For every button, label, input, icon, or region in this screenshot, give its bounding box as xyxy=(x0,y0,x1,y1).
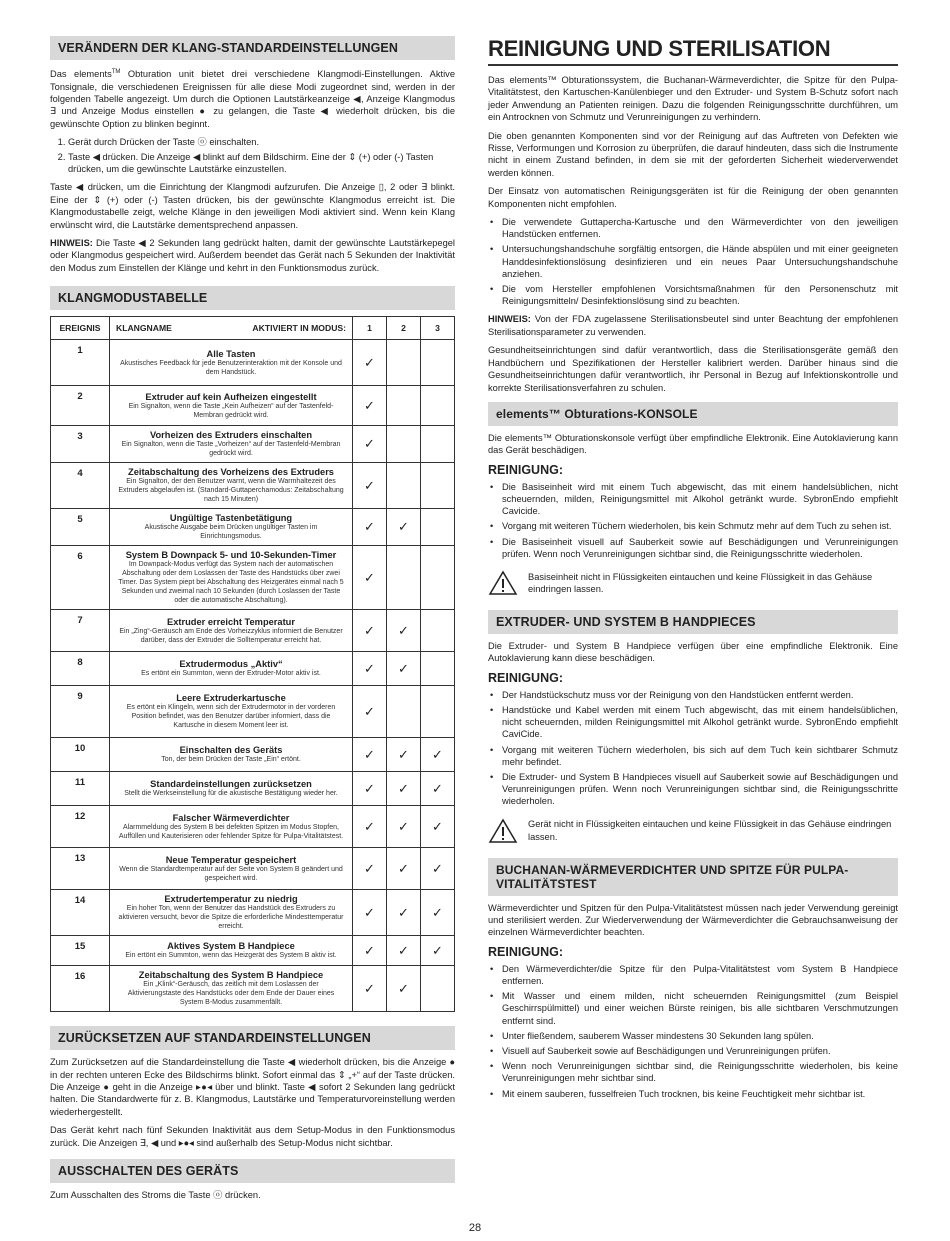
event-number: 11 xyxy=(51,772,110,806)
section-heading-table: KLANGMODUSTABELLE xyxy=(50,286,455,310)
left-column xyxy=(50,36,455,1207)
mode-2-cell xyxy=(387,652,421,686)
warning-icon xyxy=(488,818,518,844)
buchanan-subheading: REINIGUNG: xyxy=(488,944,563,959)
responsibility-paragraph: Gesundheitseinrichtungen sind dafür verantwortlich, dass die Sterilisationsgeräte gemäß den Handbüchern und Spezifikationen der Hersteller kalibriert werden. Darüber hinaus sind die Gesundheitseinrichtungen dafür verantwortlich, ihr Personal in Bezug auf Infektionskontrolle und korrekte Sterilisationsverfahren zu schulen. xyxy=(488,345,898,393)
mode-2-cell xyxy=(387,610,421,652)
sound-cell xyxy=(110,890,353,936)
mode-2-cell xyxy=(387,772,421,806)
fda-hinweis xyxy=(488,313,898,338)
sound-description: Im Downpack-Modus verfügt das System nach der automatischen Abschaltung oder dem Loslassen der Taste des Handstücks über zwei Timer. Das System piept bei Abschaltung des Heizgerätes einmal nach 5 Sekunden und zweimal nach 10 Sekunden (durch Loslassen der Taste oder die automatische Abschaltung). xyxy=(118,561,344,605)
table-row xyxy=(51,610,455,652)
right-column xyxy=(488,36,898,1106)
event-number: 16 xyxy=(51,966,110,1012)
sound-cell xyxy=(110,610,353,652)
warning-icon xyxy=(488,570,518,596)
mode-3-cell xyxy=(421,890,455,936)
check-icon: ✓ xyxy=(364,904,375,920)
mode-2-cell xyxy=(387,386,421,426)
mode-1-cell xyxy=(353,426,387,463)
step-1: 1. Gerät durch Drücken der Taste ⓞ einschalten. xyxy=(68,136,455,148)
sound-description: Alarmmeldung des System B bei defekten Spitzen im Modus Stopfen, Auffüllen und Kauterisieren oder fehlender Spitze für Pulpa-Vitalitätstest. xyxy=(118,823,344,840)
sound-cell xyxy=(110,340,353,386)
check-icon: ✓ xyxy=(364,660,375,676)
hinweis-label: HINWEIS: xyxy=(50,237,93,248)
section-heading-buchanan: BUCHANAN-WÄRMEVERDICHTER UND SPITZE FÜR PULPA-VITALITÄTSTEST xyxy=(488,858,898,896)
sound-cell xyxy=(110,806,353,848)
page-number: 28 xyxy=(468,1222,482,1234)
list-item: • Mit einem sauberen, fusselfreien Tuch trocknen, bis keine Feuchtigkeit mehr sichtbar ist. xyxy=(502,1088,898,1100)
extruder-paragraph: Die Extruder- und System B Handpiece verfügen über eine empfindliche Elektronik. Eine Autoklavierung kann diese beschädigen. xyxy=(488,640,898,664)
sound-name: Ungültige Tastenbetätigung xyxy=(169,513,293,524)
sound-name: Zeitabschaltung des Vorheizens des Extruders xyxy=(128,467,334,478)
konsole-bullets xyxy=(488,481,898,560)
hinweis-text: Von der FDA zugelassene Sterilisationsbeutel sind unter Beachtung der empfohlenen Sterilisationsparameter zu verwenden. xyxy=(488,314,898,337)
sound-description: Es ertönt ein Klingeln, wenn sich der Extrudermotor in der vorderen Position befindet, was den Benutzer darüber informiert, dass die Kartusche in diesem Moment leer ist. xyxy=(126,704,336,730)
check-icon: ✓ xyxy=(398,780,409,796)
mode-3-cell xyxy=(421,936,455,966)
col-mode-2: 2 xyxy=(387,317,421,340)
sound-description: Ein „Zing“-Geräusch am Ende des Vorheizzyklus informiert die Benutzer darüber, dass der Extruder die Solltemperatur erreicht hat. xyxy=(119,627,343,644)
steps-list xyxy=(50,136,455,175)
col-event: EREIGNIS xyxy=(51,317,110,340)
sound-name: Leere Extruderkartusche xyxy=(176,693,286,704)
mode-2-cell xyxy=(387,340,421,386)
check-icon: ✓ xyxy=(398,746,409,762)
sound-cell xyxy=(110,936,353,966)
mode-3-cell xyxy=(421,426,455,463)
check-icon: ✓ xyxy=(398,942,409,958)
check-icon: ✓ xyxy=(398,980,409,996)
section-heading-konsole: elements™ Obturations-KONSOLE xyxy=(488,402,898,426)
step-2: 2. Taste ◀ drücken. Die Anzeige ◀ blinkt auf dem Bildschirm. Eine der ⇕ (+) oder (-) Tasten drücken, um die gewünschte Lautstärke einzustellen. xyxy=(68,151,455,176)
mode-3-cell xyxy=(421,848,455,890)
check-icon: ✓ xyxy=(364,703,375,719)
mode-1-cell xyxy=(353,772,387,806)
extruder-warning xyxy=(488,818,898,844)
tm-mark: TM xyxy=(111,69,121,75)
sound-name: Alle Tasten xyxy=(206,348,256,359)
mode-1-cell xyxy=(353,546,387,610)
event-number: 7 xyxy=(51,610,110,652)
event-number: 4 xyxy=(51,463,110,509)
extruder-bullets xyxy=(488,689,898,808)
warning-text: Basiseinheit nicht in Flüssigkeiten eintauchen und keine Flüssigkeit in das Gehäuse eindringen lassen. xyxy=(528,571,873,594)
sound-description: Ein Signalton, der den Benutzer warnt, wenn die Warmhaltezeit des Extruders abgelaufen ist. (Standard-Guttaperchamodus: Zeitabschaltung nach 15 Minuten) xyxy=(118,478,344,504)
list-item: • Wenn noch Verunreinigungen sichtbar sind, die Reinigungsschritte wiederholen, bis keine Verunreinigungen mehr sichtbar sind. xyxy=(502,1060,898,1084)
off-paragraph: Zum Ausschalten des Stroms die Taste ⓞ drücken. xyxy=(50,1190,261,1201)
event-number: 8 xyxy=(51,652,110,686)
mode-1-cell xyxy=(353,686,387,738)
check-icon: ✓ xyxy=(364,397,375,413)
mode-1-cell xyxy=(353,463,387,509)
check-icon: ✓ xyxy=(364,980,375,996)
event-number: 13 xyxy=(51,848,110,890)
table-row xyxy=(51,738,455,772)
check-icon: ✓ xyxy=(432,746,443,762)
list-item: • Den Wärmeverdichter/die Spitze für den Pulpa-Vitalitätstest vom System B Handpiece entfernen. xyxy=(502,963,898,987)
event-number: 5 xyxy=(51,509,110,546)
event-number: 2 xyxy=(51,386,110,426)
check-icon: ✓ xyxy=(364,354,375,370)
mode-2-cell xyxy=(387,463,421,509)
col-mode-3: 3 xyxy=(421,317,455,340)
event-number: 10 xyxy=(51,738,110,772)
check-icon: ✓ xyxy=(364,569,375,585)
section-heading-extruder: EXTRUDER- UND SYSTEM B HANDPIECES xyxy=(488,610,898,634)
mode-3-cell xyxy=(421,463,455,509)
check-icon: ✓ xyxy=(432,942,443,958)
cleaning-intro-1: Das elements™ Obturationssystem, die Buchanan-Wärmeverdichter, die Spitze für den Pulpa-Vitalitätstest, den Kartuschen-Kanülenbieger und den Extruder- und System B-Schutz sofort nach jeder Anwendung an Patienten reinigen. Dazu die folgenden Reinigungsschritte durchführen, um ein Antrocknen von Schmutz und Verunreinigungen zu verhindern. xyxy=(488,75,898,123)
sound-cell xyxy=(110,546,353,610)
sound-name: Extrudermodus „Aktiv“ xyxy=(179,659,283,670)
sound-name: Standardeinstellungen zurücksetzen xyxy=(150,779,312,790)
sound-description: Es ertönt ein Summton, wenn der Extruder-Motor aktiv ist. xyxy=(141,670,321,678)
check-icon: ✓ xyxy=(364,818,375,834)
mode-1-cell xyxy=(353,386,387,426)
hinweis-label: HINWEIS: xyxy=(488,314,531,325)
sound-name: Extrudertemperatur zu niedrig xyxy=(164,894,298,905)
mode-2-cell xyxy=(387,936,421,966)
table-row xyxy=(51,426,455,463)
table-row xyxy=(51,652,455,686)
sound-cell xyxy=(110,463,353,509)
sound-description: Ein ertönt ein Summton, wenn das Heizgerät des System B aktiv ist. xyxy=(125,952,337,960)
check-icon: ✓ xyxy=(364,860,375,876)
table-row xyxy=(51,463,455,509)
list-item: • Vorgang mit weiteren Tüchern wiederholen, bis kein Schmutz mehr auf dem Tuch zu sehen ist. xyxy=(502,520,898,532)
konsole-warning xyxy=(488,570,898,596)
sound-description: Akustische Ausgabe beim Drücken ungültiger Tasten im Einrichtungsmodus. xyxy=(144,524,318,541)
mode-2-cell xyxy=(387,848,421,890)
sound-name: Vorheizen des Extruders einschalten xyxy=(149,430,313,441)
mode-1-cell xyxy=(353,610,387,652)
table-row xyxy=(51,848,455,890)
sound-cell xyxy=(110,772,353,806)
list-item: • Der Handstückschutz muss vor der Reinigung von den Handstücken entfernt werden. xyxy=(502,689,898,701)
list-item: • Die Extruder- und System B Handpieces visuell auf Sauberkeit sowie auf Beschädigungen und Verunreinigungen prüfen. Wenn noch Verunreinigungen sichtbar sind, die Reinigungsschritte wiederholen. xyxy=(502,771,898,808)
table-row xyxy=(51,806,455,848)
event-number: 14 xyxy=(51,890,110,936)
section-heading-klang: VERÄNDERN DER KLANG-STANDARDEINSTELLUNGEN xyxy=(50,36,455,60)
mode-1-cell xyxy=(353,936,387,966)
sound-cell xyxy=(110,426,353,463)
reset-paragraph-2: Das Gerät kehrt nach fünf Sekunden Inaktivität aus dem Setup-Modus in den Funktionsmodus zurück. Die Anzeigen ∃, ◀ und ▸●◂ sind außerhalb des Setup-Modus nicht sichtbar. xyxy=(50,1125,455,1148)
sound-description: Stellt die Werkseinstellung für die akustische Bestätigung wieder her. xyxy=(124,790,338,798)
konsole-subheading: REINIGUNG: xyxy=(488,462,563,477)
section-heading-off: AUSSCHALTEN DES GERÄTS xyxy=(50,1159,455,1183)
sound-cell xyxy=(110,738,353,772)
intro-text-a: Das elements xyxy=(50,69,112,80)
mode-2-cell xyxy=(387,966,421,1012)
check-icon: ✓ xyxy=(398,622,409,638)
list-item: • Vorgang mit weiteren Tüchern wiederholen, bis sich auf dem Tuch kein sichtbarer Schmutz mehr befindet. xyxy=(502,744,898,768)
check-icon: ✓ xyxy=(398,519,409,535)
mode-1-cell xyxy=(353,738,387,772)
mode-1-cell xyxy=(353,509,387,546)
sound-mode-table xyxy=(50,316,455,1012)
hinweis-text: Die Taste ◀ 2 Sekunden lang gedrückt halten, damit der gewünschte Lautstärkepegel oder Klangmodus gespeichert wird. Außerdem beendet das Gerät nach 5 Sekunden der Inaktivität den Modus zum Einstellen der Klänge und kehrt in den Funktionsmodus zurück. xyxy=(50,237,455,273)
mode-3-cell xyxy=(421,686,455,738)
table-row xyxy=(51,966,455,1012)
col-name-active xyxy=(110,317,353,340)
check-icon: ✓ xyxy=(432,904,443,920)
check-icon: ✓ xyxy=(432,818,443,834)
hinweis-paragraph xyxy=(50,237,455,274)
mode-1-cell xyxy=(353,890,387,936)
mode-1-cell xyxy=(353,848,387,890)
sound-cell xyxy=(110,686,353,738)
sound-name: System B Downpack 5- und 10-Sekunden-Timer xyxy=(125,550,337,561)
list-item: • Unter fließendem, sauberem Wasser mindestens 30 Sekunden lang spülen. xyxy=(502,1030,898,1042)
mode-3-cell xyxy=(421,772,455,806)
mode-paragraph: Taste ◀ drücken, um die Einrichtung der Klangmodi aufzurufen. Die Anzeige ▯, 2 oder ∃ blinkt. Eine der ⇕ (+) oder (-) Tasten drücken, bis der gewünschte Klangmodus erreicht ist. Die Klangmodustabelle zeigt, welche Klänge in den jeweiligen Modi aktiviert sind. Wenn kein Klang erwünscht wird, die Lautstärke dementsprechend anpassen. xyxy=(50,182,455,230)
sound-cell xyxy=(110,386,353,426)
mode-3-cell xyxy=(421,546,455,610)
list-item: • Untersuchungshandschuhe sorgfältig entsorgen, die Hände abspülen und mit einer geeigneten Handdesinfektionslösung desinfizieren und ein neues Paar Untersuchungshandschuhe anziehen. xyxy=(502,243,898,280)
table-header-row xyxy=(51,317,455,340)
sound-name: Extruder erreicht Temperatur xyxy=(167,616,295,627)
table-row xyxy=(51,936,455,966)
section-heading-reset: ZURÜCKSETZEN AUF STANDARDEINSTELLUNGEN xyxy=(50,1026,455,1050)
mode-1-cell xyxy=(353,806,387,848)
buchanan-bullets xyxy=(488,963,898,1100)
mode-1-cell xyxy=(353,966,387,1012)
extruder-subheading: REINIGUNG: xyxy=(488,670,563,685)
check-icon: ✓ xyxy=(364,746,375,762)
sound-name: Aktives System B Handpiece xyxy=(167,941,295,952)
mode-3-cell xyxy=(421,610,455,652)
mode-1-cell xyxy=(353,340,387,386)
list-item: • Die verwendete Guttapercha-Kartusche und den Wärmeverdichter von den jeweiligen Handstücken entfernen. xyxy=(502,216,898,240)
check-icon: ✓ xyxy=(432,860,443,876)
table-row xyxy=(51,546,455,610)
sound-name: Extruder auf kein Aufheizen eingestellt xyxy=(145,391,317,402)
warning-text: Gerät nicht in Flüssigkeiten eintauchen und keine Flüssigkeit in das Gehäuse eindringen lassen. xyxy=(528,819,892,842)
sound-cell xyxy=(110,966,353,1012)
mode-3-cell xyxy=(421,652,455,686)
sound-cell xyxy=(110,848,353,890)
cleaning-intro-3: Der Einsatz von automatischen Reinigungsgeräten ist für die Reinigung der oben genannten Komponenten nicht empfohlen. xyxy=(488,186,898,209)
mode-3-cell xyxy=(421,386,455,426)
intro-text-b: Obturation unit bietet drei verschiedene Klangmodi-Einstellungen. Aktive Tonsignale, die verschiedenen Ereignissen für alle diese Modi zugeordnet sind, werden in der folgenden Tabelle angezeigt. Um durch die Optionen Lautstärkeanzeige ◀, Anzeige Klangmodus ∃ und Anzeige Modus einstellen ● zu gelangen, die Taste ◀ wiederholt drücken, bis die gewünschte Option zu blinken beginnt. xyxy=(50,69,455,129)
mode-3-cell xyxy=(421,966,455,1012)
mode-2-cell xyxy=(387,686,421,738)
list-item: • Mit Wasser und einem milden, nicht scheuernden Reinigungsmittel (zum Beispiel Geschirrspülmittel) und einer weichen Bürste reinigen, bis alle sichtbaren Verschmutzungen entfernt sind. xyxy=(502,990,898,1027)
sound-description: Ein Signalton, wenn die Taste „Vorheizen“ auf der Tastenfeld-Membran gedrückt wird. xyxy=(121,441,341,458)
buchanan-paragraph: Wärmeverdichter und Spitzen für den Pulpa-Vitalitätstest müssen nach jeder Verwendung gereinigt und sterilisiert werden. Zur Wiederverwendung der Wärmeverdichter die Gebrauchsanweisung der einzelnen Wärmeverdichter beachten. xyxy=(488,902,898,938)
table-row xyxy=(51,890,455,936)
check-icon: ✓ xyxy=(398,818,409,834)
mode-2-cell xyxy=(387,890,421,936)
mode-3-cell xyxy=(421,509,455,546)
reset-paragraph-1: Zum Zurücksetzen auf die Standardeinstellung die Taste ◀ wiederholt drücken, bis die Anzeige ● in der rechten unteren Ecke des Bildschirms blinkt. Sofort einmal das ⇕ „+“ auf der Taste drücken. Die Anzeige ● geht in die Anzeige ▸●◂ über und blinkt. Taste ◀ sofort 2 Sekunden lang gedrückt halten. Die Standardwerte für z. B. Klangmodus, Lautstärke und Temperaturvoreinstellung werden wiederhergestellt. xyxy=(50,1057,455,1117)
table-row xyxy=(51,386,455,426)
mode-2-cell xyxy=(387,426,421,463)
list-item: • Die Basiseinheit visuell auf Sauberkeit sowie auf Beschädigungen und Verunreinigungen prüfen. Wenn noch Verunreinigungen sichtbar sind, die Reinigungsschritte wiederholen. xyxy=(502,536,898,560)
check-icon: ✓ xyxy=(364,519,375,535)
sound-description: Ein hoher Ton, wenn der Benutzer das Handstück des Extruders zu aktivieren versucht, bevor die Spitze die erforderliche Mindesttemperatur erreicht. xyxy=(118,905,344,931)
sound-name: Einschalten des Geräts xyxy=(179,745,283,756)
mode-3-cell xyxy=(421,806,455,848)
mode-2-cell xyxy=(387,806,421,848)
cleaning-bullets xyxy=(488,216,898,307)
check-icon: ✓ xyxy=(398,660,409,676)
event-number: 6 xyxy=(51,546,110,610)
event-number: 3 xyxy=(51,426,110,463)
table-row xyxy=(51,686,455,738)
page-title: REINIGUNG UND STERILISATION xyxy=(488,36,898,66)
col-mode-1: 1 xyxy=(353,317,387,340)
sound-description: Ein Signalton, wenn die Taste „Kein Aufheizen“ auf der Tastenfeld-Membran gedrückt wird. xyxy=(128,402,334,419)
check-icon: ✓ xyxy=(364,436,375,452)
sound-name: Neue Temperatur gespeichert xyxy=(165,854,297,865)
sound-cell xyxy=(110,652,353,686)
sound-name: Falscher Wärmeverdichter xyxy=(172,812,290,823)
event-number: 15 xyxy=(51,936,110,966)
sound-description: Ton, der beim Drücken der Taste „Ein“ ertönt. xyxy=(161,756,301,764)
table-row xyxy=(51,340,455,386)
list-item: • Die vom Hersteller empfohlenen Vorsichtsmaßnahmen für den Personenschutz mit Reinigungsmitteln/ Desinfektionslösung sind zu beachten. xyxy=(502,283,898,307)
sound-description: Akustisches Feedback für jede Benutzerinteraktion mit der Konsole und dem Handstück. xyxy=(120,359,342,376)
list-item: • Die Basiseinheit wird mit einem Tuch abgewischt, das mit einem handelsüblichen, nicht scheuernden, milden, Reinigungsmittel mit Alkohol getränkt wurde. SybronEndo empfiehlt Cavicide. xyxy=(502,481,898,518)
sound-description: Ein „Klink“-Geräusch, das zeitlich mit dem Loslassen der Aktivierungstaste des Handstücks oder dem Ende der Dauer eines System B-Modus zusammenfällt. xyxy=(127,981,335,1007)
intro-paragraph xyxy=(50,66,455,130)
cleaning-intro-2: Die oben genannten Komponenten sind vor der Reinigung auf das Auftreten von Defekten wie Risse, Verformungen und Korrosion zu überprüfen, die darauf hindeuten, dass sich die Instrumente nicht in einem Zustand befinden, in dem sie mit der geforderten Sicherheit wiederverwendet werden können. xyxy=(488,130,898,178)
event-number: 12 xyxy=(51,806,110,848)
check-icon: ✓ xyxy=(364,780,375,796)
check-icon: ✓ xyxy=(364,477,375,493)
list-item: • Visuell auf Sauberkeit sowie auf Beschädigungen und Verunreinigungen prüfen. xyxy=(502,1045,898,1057)
mode-3-cell xyxy=(421,738,455,772)
table-row xyxy=(51,509,455,546)
sound-cell xyxy=(110,509,353,546)
check-icon: ✓ xyxy=(364,622,375,638)
check-icon: ✓ xyxy=(398,860,409,876)
event-number: 1 xyxy=(51,340,110,386)
check-icon: ✓ xyxy=(364,942,375,958)
col-active: AKTIVIERT IN MODUS: xyxy=(252,323,346,334)
col-name: KLANGNAME xyxy=(116,323,172,334)
check-icon: ✓ xyxy=(398,904,409,920)
mode-1-cell xyxy=(353,652,387,686)
event-number: 9 xyxy=(51,686,110,738)
sound-name: Zeitabschaltung des System B Handpiece xyxy=(138,970,324,981)
list-item: • Handstücke und Kabel werden mit einem Tuch abgewischt, das mit einem handelsüblichen, nicht scheuernden, milden Reinigungsmittel mit Alkohol getränkt wurde. SybronEndo empfiehlt CaviCide. xyxy=(502,704,898,741)
mode-2-cell xyxy=(387,509,421,546)
sound-description: Wenn die Standardtemperatur auf der Seite von System B geändert und gespeichert wird. xyxy=(119,865,343,882)
table-body xyxy=(51,340,455,1012)
mode-3-cell xyxy=(421,340,455,386)
table-row xyxy=(51,772,455,806)
konsole-paragraph: Die elements™ Obturationskonsole verfügt über empfindliche Elektronik. Eine Autoklavierung kann das Gerät beschädigen. xyxy=(488,432,898,456)
mode-2-cell xyxy=(387,546,421,610)
check-icon: ✓ xyxy=(432,780,443,796)
mode-2-cell xyxy=(387,738,421,772)
